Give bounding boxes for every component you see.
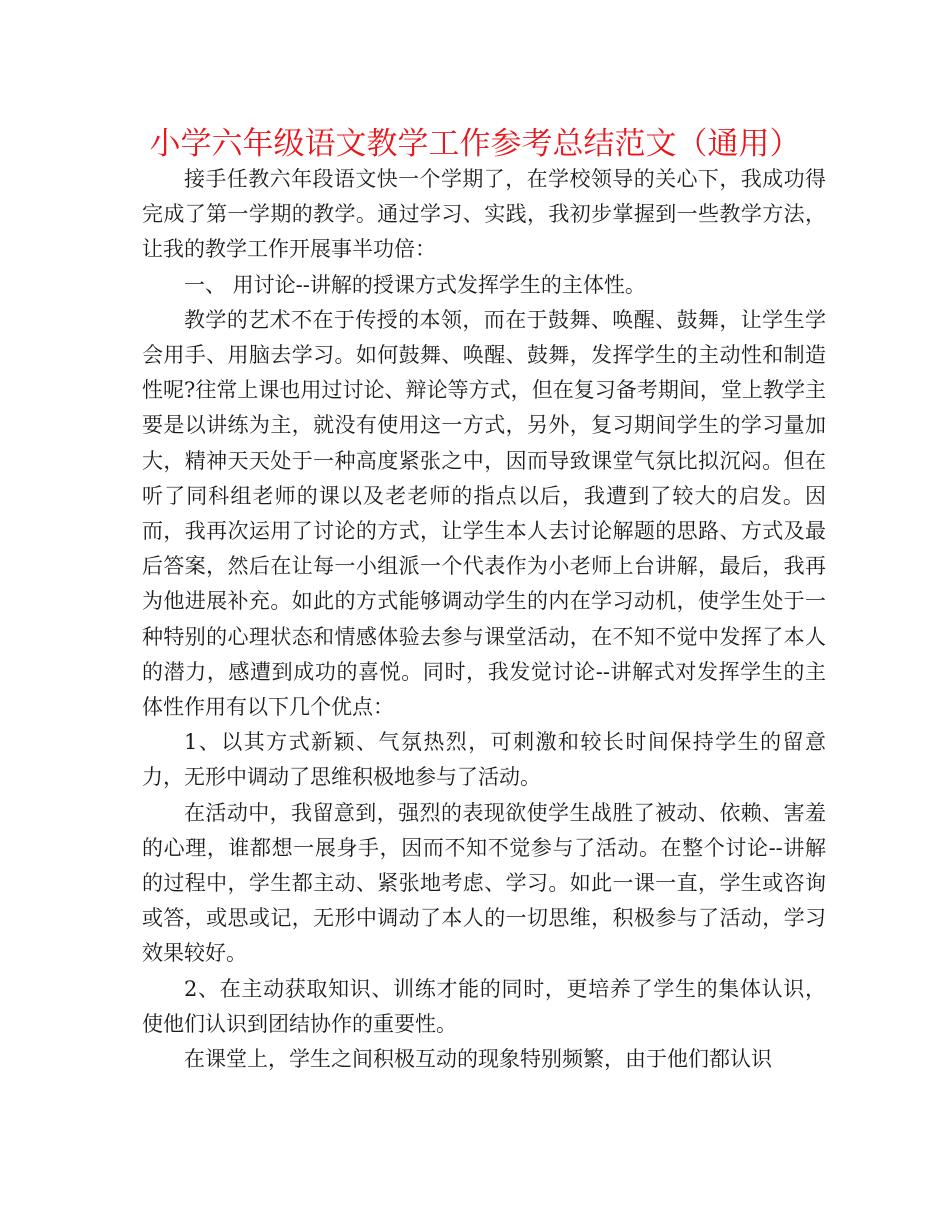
paragraph-intro: 接手任教六年段语文快一个学期了，在学校领导的关心下，我成功得完成了第一学期的教学。通过学习、实践，我初步掌握到一些教学方法，让我的教学工作开展事半功倍： [142,167,826,262]
paragraph-discussion: 教学的艺术不在于传授的本领，而在于鼓舞、唤醒、鼓舞，让学生学会用手、用脑去学习。如何鼓舞、唤醒、鼓舞，发挥学生的主动性和制造性呢?往常上课也用过讨论、辩论等方式，但在复习备考期间，堂上教学主要是以讲练为主，就没有使用这一方式，另外，复习期间学生的学习量加大，精神天天处于一种高度紧张之中，因而导致课堂气氛比拟沉闷。但在听了同科组老师的课以及老老师的指点以后，我遭到了较大的启发。因而，我再次运用了讨论的方式，让学生本人去讨论解题的思路、方式及最后答案，然后在让每一小组派一个代表作为小老师上台讲解，最后，我再为他进展补充。如此的方式能够调动学生的内在学习动机，使学生处于一种特别的心理状态和情感体验去参与课堂活动，在不知不觉中发挥了本人的潜力，感遭到成功的喜悦。同时，我发觉讨论--讲解式对发挥学生的主体性作用有以下几个优点： [142,307,826,720]
paragraph-point-1: 1、以其方式新颖、气氛热烈，可刺激和较长时间保持学生的留意力，无形中调动了思维积极地参与了活动。 [142,730,826,790]
document-body [142,162,826,1077]
document-title: 小学六年级语文教学工作参考总结范文（通用） [149,126,801,162]
section-heading-1: 一、 用讨论--讲解的授课方式发挥学生的主体性。 [184,272,646,297]
paragraph-activity: 在活动中，我留意到，强烈的表现欲使学生战胜了被动、依赖、害羞的心理，谁都想一展身手，因而不知不觉参与了活动。在整个讨论--讲解的过程中，学生都主动、紧张地考虑、学习。如此一课一直，学生或咨询或答，或思或记，无形中调动了本人的一切思维，积极参与了活动，学习效果较好。 [142,800,826,966]
paragraph-point-2: 2、在主动获取知识、训练才能的同时，更培养了学生的集体认识，使他们认识到团结协作的重要性。 [142,976,826,1036]
paragraph-classroom: 在课堂上，学生之间积极互动的现象特别频繁，由于他们都认识 [184,1047,772,1072]
